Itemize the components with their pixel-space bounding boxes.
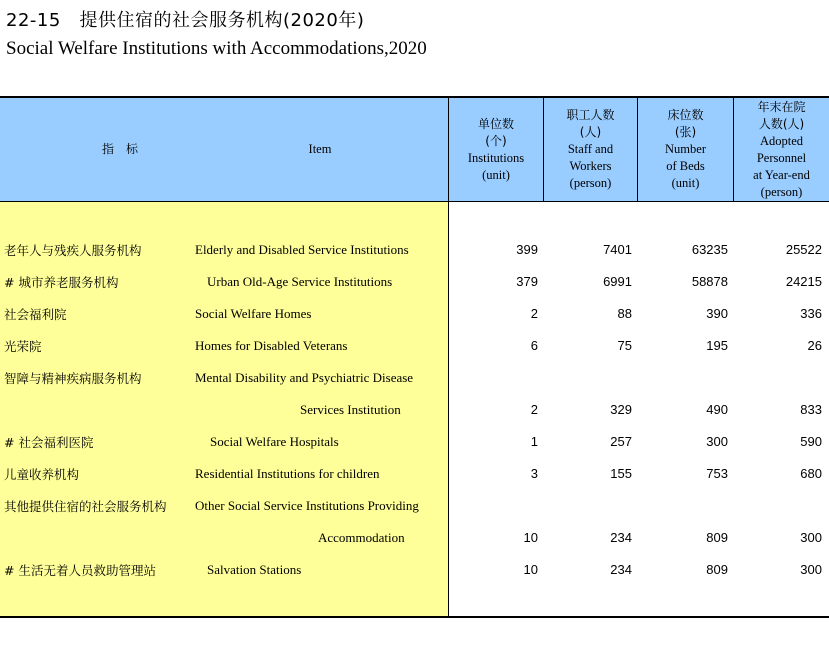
- row-label-en: Homes for Disabled Veterans: [195, 338, 348, 353]
- row-label-en: Mental Disability and Psychiatric Disease: [195, 370, 414, 385]
- cell-adopted: 25522: [785, 242, 822, 257]
- table-title-cn-text: 提供住宿的社会服务机构(2020年): [79, 10, 365, 31]
- cell-institutions: 399: [516, 242, 538, 257]
- cell-beds: 753: [706, 466, 728, 481]
- row-label-cn: # 社会福利医院: [4, 435, 94, 450]
- cell-beds: 58878: [691, 274, 728, 289]
- table-row: [0, 490, 829, 522]
- cell-institutions: 10: [523, 562, 538, 577]
- cell-adopted: 590: [800, 434, 822, 449]
- header-beds: 床位数 (张) Number of Beds (unit): [665, 108, 706, 190]
- cell-staff: 88: [617, 306, 632, 321]
- cell-staff: 329: [610, 402, 632, 417]
- row-label-cn: 光荣院: [4, 339, 42, 354]
- table-number: 22-15: [6, 10, 61, 31]
- row-label-en: Social Welfare Homes: [195, 306, 312, 321]
- cell-beds: 809: [706, 562, 728, 577]
- row-label-en: Services Institution: [300, 402, 401, 417]
- row-label-en: Other Social Service Institutions Providing: [195, 498, 419, 513]
- row-label-en: Urban Old-Age Service Institutions: [207, 274, 393, 289]
- cell-beds: 63235: [691, 242, 728, 257]
- cell-institutions: 3: [530, 466, 538, 481]
- cell-staff: 6991: [603, 274, 632, 289]
- row-label-cn: 智障与精神疾病服务机构: [4, 371, 142, 386]
- table-row: [0, 362, 829, 394]
- cell-adopted: 680: [800, 466, 822, 481]
- row-label-cn: 其他提供住宿的社会服务机构: [4, 499, 167, 514]
- row-label-cn: # 城市养老服务机构: [4, 275, 119, 290]
- header-institutions: 单位数 (个) Institutions (unit): [467, 116, 525, 182]
- table-row: [0, 234, 829, 266]
- table-title-cn: [6, 6, 364, 32]
- header-staff: 职工人数 (人) Staff and Workers (person): [566, 108, 615, 190]
- table-row: [0, 330, 829, 362]
- cell-beds: 390: [706, 306, 728, 321]
- header-adopted: 年末在院 人数(人) Adopted Personnel at Year-end (person): [753, 99, 810, 199]
- table-row: [0, 426, 829, 458]
- cell-institutions: 379: [516, 274, 538, 289]
- cell-beds: 195: [706, 338, 728, 353]
- cell-institutions: 10: [523, 530, 538, 545]
- cell-staff: 257: [610, 434, 632, 449]
- row-label-cn: # 生活无着人员救助管理站: [4, 563, 156, 578]
- cell-staff: 75: [617, 338, 632, 353]
- cell-beds: 300: [706, 434, 728, 449]
- cell-staff: 7401: [603, 242, 632, 257]
- table-row: [0, 298, 829, 330]
- table-title-en: Social Welfare Institutions with Accommodations,2020: [6, 38, 427, 59]
- table-row: [0, 458, 829, 490]
- row-label-cn: 老年人与残疾人服务机构: [4, 243, 142, 258]
- row-label-en: Elderly and Disabled Service Institutions: [195, 242, 409, 257]
- row-label-en: Residential Institutions for children: [195, 466, 380, 481]
- table-row: [0, 394, 829, 426]
- row-label-cn: 儿童收养机构: [4, 467, 80, 482]
- header-indicator: 指 标: [101, 142, 138, 156]
- row-label-cn: 社会福利院: [4, 307, 67, 322]
- cell-beds: 809: [706, 530, 728, 545]
- cell-adopted: 336: [800, 306, 822, 321]
- header-item: Item: [308, 142, 332, 156]
- table-row: [0, 554, 829, 586]
- cell-staff: 234: [610, 562, 632, 577]
- cell-adopted: 24215: [785, 274, 822, 289]
- bottom-rule: [0, 616, 829, 618]
- row-label-en: Accommodation: [318, 530, 405, 545]
- cell-institutions: 1: [530, 434, 538, 449]
- cell-staff: 234: [610, 530, 632, 545]
- cell-institutions: 2: [530, 402, 538, 417]
- table-row: [0, 266, 829, 298]
- row-label-en: Social Welfare Hospitals: [210, 434, 339, 449]
- cell-adopted: 300: [800, 562, 822, 577]
- cell-institutions: 2: [530, 306, 538, 321]
- cell-staff: 155: [610, 466, 632, 481]
- row-label-en: Salvation Stations: [207, 562, 302, 577]
- cell-institutions: 6: [530, 338, 538, 353]
- header-rule: [0, 201, 829, 202]
- table-row: [0, 522, 829, 554]
- cell-adopted: 833: [800, 402, 822, 417]
- cell-adopted: 26: [807, 338, 822, 353]
- cell-adopted: 300: [800, 530, 822, 545]
- cell-beds: 490: [706, 402, 728, 417]
